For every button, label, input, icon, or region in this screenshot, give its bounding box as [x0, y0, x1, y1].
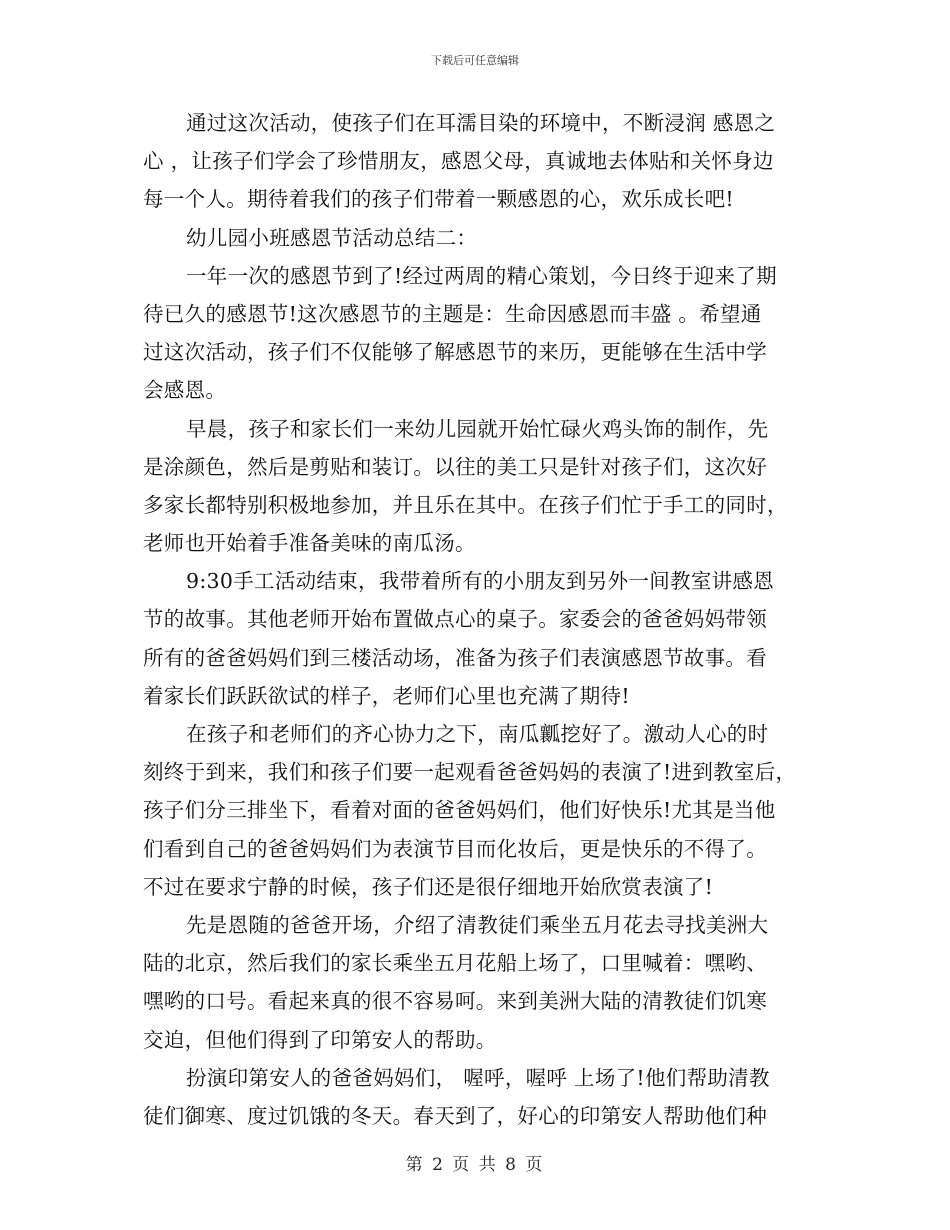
text-line: 孩子们分三排坐下，看着对面的爸爸妈妈们，他们好快乐!尤其是当他 [143, 798, 776, 823]
document-body [143, 104, 815, 1135]
text-line: 扮演印第安人的爸爸妈妈们， 喔呼，喔呼 上场了!他们帮助清教 [186, 1065, 770, 1090]
text-line: 幼儿园小班感恩节活动总结二： [186, 225, 478, 250]
text-line: 心 ，让孩子们学会了珍惜朋友，感恩父母，真诚地去体贴和关怀身边 [143, 149, 774, 174]
text-line: 嘿哟的口号。看起来真的很不容易呵。来到美洲大陆的清教徒们饥寒 [143, 989, 767, 1014]
text-line: 们看到自己的爸爸妈妈们为表演节目而化妆后，更是快乐的不得了。 [143, 836, 767, 861]
text-line: 节的故事。其他老师开始布置做点心的桌子。家委会的爸爸妈妈带领 [143, 607, 767, 632]
page-footer: 第 2 页 共 8 页 [405, 1155, 545, 1175]
page-header: 下载后可任意编辑 [431, 54, 519, 67]
text-line: 所有的爸爸妈妈们到三楼活动场，准备为孩子们表演感恩节故事。看 [143, 645, 767, 670]
text-line: 陆的北京，然后我们的家长乘坐五月花船上场了，口里喊着：嘿哟、 [143, 951, 767, 976]
text-line: 一年一次的感恩节到了!经过两周的精心策划，今日终于迎来了期 [186, 263, 777, 288]
text-line: 着家长们跃跃欲试的样子，老师们心里也充满了期待! [143, 683, 630, 708]
text-line: 每一个人。期待着我们的孩子们带着一颗感恩的心，欢乐成长吧! [143, 187, 734, 212]
text-line: 多家长都特别积极地参加，并且乐在其中。在孩子们忙于手工的同时， [143, 492, 788, 517]
text-line: 是涂颜色，然后是剪贴和装订。以往的美工只是针对孩子们，这次好 [143, 454, 767, 479]
text-line: 待已久的感恩节!这次感恩节的主题是：生命因感恩而丰盛 。希望通 [143, 301, 762, 326]
text-line: 老师也开始着手准备美味的南瓜汤。 [143, 531, 476, 556]
text-line: 不过在要求宁静的时候，孩子们还是很仔细地开始欣赏表演了! [143, 874, 714, 899]
text-line: 在孩子和老师们的齐心协力之下，南瓜瓤挖好了。激动人心的时 [186, 722, 769, 746]
text-line: 过这次活动，孩子们不仅能够了解感恩节的来历，更能够在生活中学 [143, 340, 767, 365]
text-line: 早晨，孩子和家长们一来幼儿园就开始忙碌火鸡头饰的制作，先 [186, 416, 769, 441]
text-line: 交迫，但他们得到了印第安人的帮助。 [143, 1027, 497, 1052]
text-line: 9:30手工活动结束，我带着所有的小朋友到另外一间教室讲感恩 [186, 569, 775, 594]
text-line: 通过这次活动，使孩子们在耳濡目染的环境中，不断浸润 感恩之 [186, 111, 776, 135]
text-line: 会感恩。 [143, 378, 227, 403]
text-line: 徒们御寒、度过饥饿的冬天。春天到了，好心的印第安人帮助他们种 [143, 1103, 767, 1128]
text-line: 刻终于到来，我们和孩子们要一起观看爸爸妈妈的表演了!进到教室后， [143, 760, 797, 785]
text-line: 先是恩随的爸爸开场，介绍了清教徒们乘坐五月花去寻找美洲大 [186, 912, 769, 937]
